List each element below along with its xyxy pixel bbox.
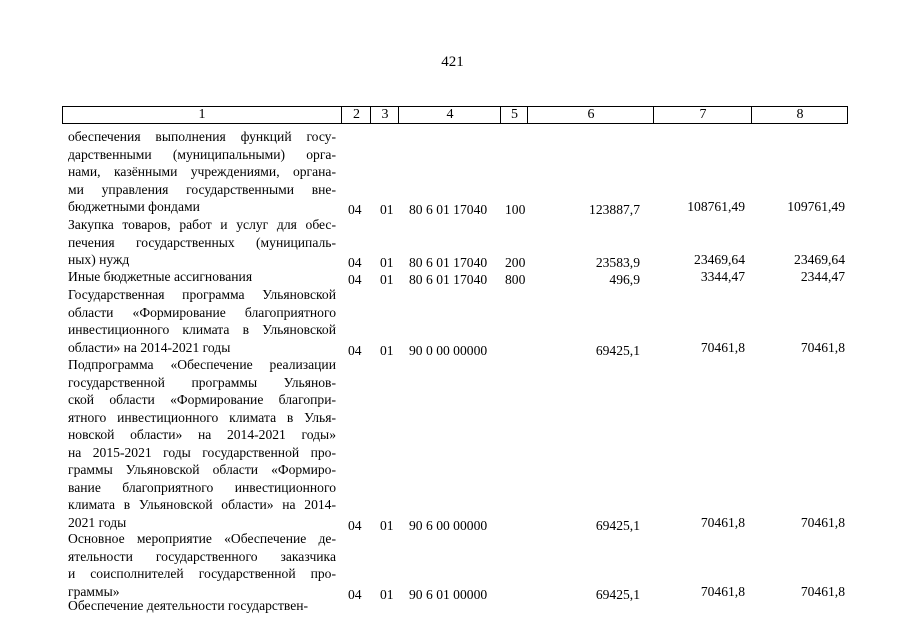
description-line: и соисполнителей государственной про- xyxy=(68,566,336,581)
cell-c3: 01 xyxy=(380,255,394,270)
header-col-3: 3 xyxy=(370,107,399,123)
cell-c2: 04 xyxy=(348,586,362,602)
header-col-7: 7 xyxy=(653,107,752,123)
cell-c3: 01 xyxy=(380,342,394,358)
cell-c2: 04 xyxy=(348,272,362,287)
description-line: печения государственных (муниципаль- xyxy=(68,234,336,250)
description-line: ской области «Формирование благопри- xyxy=(68,392,336,407)
cell-c6: 23583,9 xyxy=(595,255,640,270)
cell-c4: 80 6 01 17040 xyxy=(409,255,488,270)
page-number: 421 xyxy=(441,54,464,70)
header-col-2: 2 xyxy=(341,107,371,123)
description-line: новской области» на 2014-2021 годы» xyxy=(68,427,336,442)
row-description xyxy=(68,356,336,531)
description-line: граммы» xyxy=(68,583,120,599)
cell-c4: 80 6 01 17040 xyxy=(409,272,488,287)
cell-c2: 04 xyxy=(348,517,362,533)
cell-c5: 200 xyxy=(505,255,526,270)
cell-c7: 108761,49 xyxy=(687,199,745,214)
cell-c3: 01 xyxy=(380,202,394,217)
cell-c7: 70461,8 xyxy=(700,583,745,599)
description-line: Государственная программа Ульяновской xyxy=(68,287,336,302)
description-line: инвестиционного климата в Ульяновской xyxy=(68,322,336,337)
cell-c8: 70461,8 xyxy=(800,514,845,530)
cell-c6: 69425,1 xyxy=(595,517,640,533)
cell-c4: 90 6 00 00000 xyxy=(409,517,488,533)
cell-c6: 123887,7 xyxy=(589,202,640,217)
cell-c4: 90 0 00 00000 xyxy=(409,342,488,358)
description-line: Обеспечение деятельности государствен- xyxy=(68,598,309,613)
description-line: ятного инвестиционного климата в Улья- xyxy=(68,409,336,425)
description-line: Закупка товаров, работ и услуг для обес- xyxy=(68,217,336,232)
description-line: ми управления государственными вне- xyxy=(68,181,336,197)
row-description xyxy=(68,597,336,615)
cell-c3: 01 xyxy=(380,517,394,533)
cell-c6: 496,9 xyxy=(609,272,640,287)
row-description xyxy=(68,216,336,269)
description-line: климата в Ульяновской области» на 2014- xyxy=(68,497,336,512)
cell-c6: 69425,1 xyxy=(595,586,640,602)
description-line: Иные бюджетные ассигнования xyxy=(68,269,253,284)
description-line: Основное мероприятие «Обеспечение де- xyxy=(68,531,336,546)
cell-c8: 109761,49 xyxy=(787,199,845,214)
cell-c2: 04 xyxy=(348,342,362,358)
row-description xyxy=(68,128,336,216)
description-line: граммы Ульяновской области «Формиро- xyxy=(68,462,336,477)
header-col-5: 5 xyxy=(500,107,528,123)
description-line: области» на 2014-2021 годы xyxy=(68,339,231,355)
header-col-6: 6 xyxy=(527,107,654,123)
cell-c8: 70461,8 xyxy=(800,339,845,355)
cell-c5: 100 xyxy=(505,202,526,217)
cell-c5: 800 xyxy=(505,272,526,287)
cell-c2: 04 xyxy=(348,255,362,270)
description-line: дарственными (муниципальными) орга- xyxy=(68,146,336,162)
cell-c3: 01 xyxy=(380,586,394,602)
description-line: обеспечения выполнения функций госу- xyxy=(68,129,336,144)
row-description xyxy=(68,286,336,356)
cell-c3: 01 xyxy=(380,272,394,287)
cell-c6: 69425,1 xyxy=(595,342,640,358)
header-col-8: 8 xyxy=(751,107,848,123)
description-line: нами, казёнными учреждениями, органа- xyxy=(68,164,336,179)
description-line: на 2015-2021 годы государственной про- xyxy=(68,444,336,460)
cell-c7: 70461,8 xyxy=(700,339,745,355)
description-line: 2021 годы xyxy=(68,514,127,530)
row-description xyxy=(68,530,336,600)
description-line: бюджетными фондами xyxy=(68,199,200,214)
description-line: ятельности государственного заказчика xyxy=(68,548,336,564)
cell-c8: 2344,47 xyxy=(800,269,845,284)
description-line: области «Формирование благоприятного xyxy=(68,304,336,320)
description-line: ных) нужд xyxy=(68,252,130,267)
cell-c8: 70461,8 xyxy=(800,583,845,599)
description-line: государственной программы Ульянов- xyxy=(68,374,336,390)
header-col-4: 4 xyxy=(398,107,501,123)
cell-c2: 04 xyxy=(348,202,362,217)
cell-c7: 70461,8 xyxy=(700,514,745,530)
cell-c4: 90 6 01 00000 xyxy=(409,586,488,602)
table-header xyxy=(62,106,848,124)
header-col-1: 1 xyxy=(198,107,206,122)
description-line: Подпрограмма «Обеспечение реализации xyxy=(68,357,336,372)
cell-c7: 3344,47 xyxy=(700,269,745,284)
cell-c7: 23469,64 xyxy=(694,252,745,267)
row-description xyxy=(68,268,336,286)
cell-c8: 23469,64 xyxy=(794,252,845,267)
description-line: вание благоприятного инвестиционного xyxy=(68,479,336,495)
cell-c4: 80 6 01 17040 xyxy=(409,202,488,217)
